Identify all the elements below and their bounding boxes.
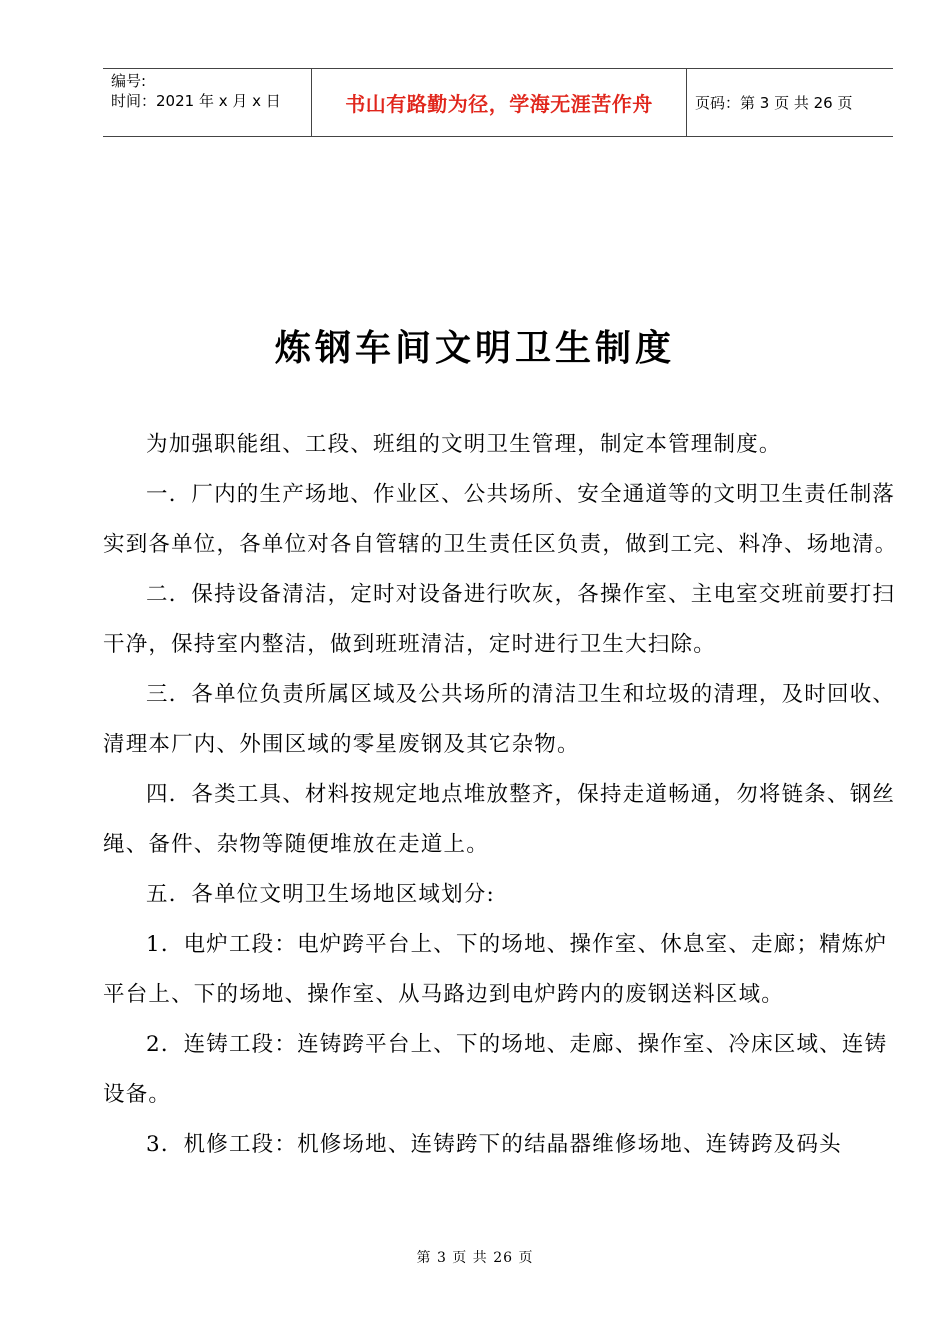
header-page-label: 页码：第 3 页 共 26 页 [695, 94, 853, 112]
paragraph-item-2: 二．保持设备清洁，定时对设备进行吹灰，各操作室、主电室交班前要打扫干净，保持室内整洁，做到班班清洁，定时进行卫生大扫除。 [103, 582, 896, 657]
document-title: 炼钢车间文明卫生制度 [274, 327, 675, 369]
paragraph-item-4: 四．各类工具、材料按规定地点堆放整齐，保持走道畅通，勿将链条、钢丝绳、备件、杂物等随便堆放在走道上。 [103, 782, 896, 857]
paragraph-subitem-1: 1．电炉工段：电炉跨平台上、下的场地、操作室、休息室、走廊；精炼炉平台上、下的场地、操作室、从马路边到电炉跨内的废钢送料区域。 [103, 932, 888, 1007]
paragraph-item-3: 三．各单位负责所属区域及公共场所的清洁卫生和垃圾的清理，及时回收、清理本厂内、外围区域的零星废钢及其它杂物。 [103, 682, 896, 757]
paragraph-item-5: 五．各单位文明卫生场地区域划分: [146, 882, 495, 907]
header-meta-cell [103, 69, 312, 136]
page-footer: 第 3 页 共 26 页 [416, 1250, 534, 1266]
page-header [103, 68, 893, 137]
paragraph-item-1: 一．厂内的生产场地、作业区、公共场所、安全通道等的文明卫生责任制落实到各单位，各单位对各自管辖的卫生责任区负责，做到工完、料净、场地清。 [103, 482, 898, 557]
header-motto: 书山有路勤为径，学海无涯苦作舟 [312, 69, 687, 136]
header-time-label: 时间：2021 年 x 月 x 日 [111, 92, 281, 110]
paragraph-subitem-3: 3．机修工段：机修场地、连铸跨下的结晶器维修场地、连铸跨及码头 [146, 1132, 842, 1157]
paragraph-intro: 为加强职能组、工段、班组的文明卫生管理，制定本管理制度。 [146, 432, 782, 457]
document-body [103, 420, 903, 1170]
paragraph-subitem-2: 2．连铸工段：连铸跨平台上、下的场地、走廊、操作室、冷床区域、连铸设备。 [103, 1032, 888, 1107]
header-number-label: 编号: [111, 72, 147, 90]
